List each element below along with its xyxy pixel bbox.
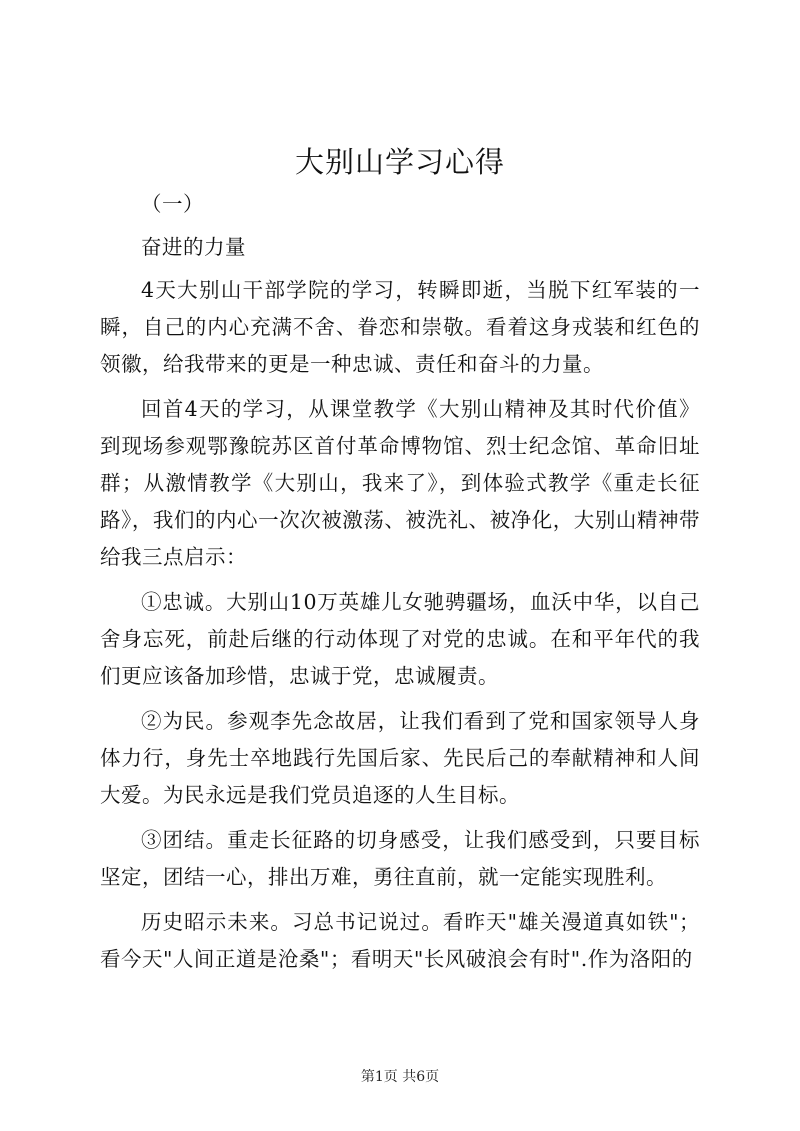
page-footer: 第1页 共6页 — [360, 1069, 440, 1085]
page-title: 大别山学习心得 — [294, 145, 505, 179]
paragraph: ②为民。参观李先念故居，让我们看到了党和国家领导人身体力行，身先士卒地践行先国后家、先民后己的奉献精神和人间大爱。为民永远是我们党员追逐的人生目标。 — [100, 709, 700, 807]
paragraph: 回首4天的学习，从课堂教学《大别山精神及其时代价值》到现场参观鄂豫皖苏区首付革命博物馆、烈士纪念馆、革命旧址群；从激情教学《大别山，我来了》，到体验式教学《重走长征路》，我们的内心一次次被激荡、被洗礼、被净化，大别山精神带给我三点启示： — [100, 397, 700, 569]
section-heading: 奋进的力量 — [141, 235, 246, 259]
paragraph: ③团结。重走长征路的切身感受，让我们感受到，只要目标坚定，团结一心，排出万难，勇往直前，就一定能实现胜利。 — [100, 828, 700, 889]
paragraph: 4天大别山干部学院的学习，转瞬即逝，当脱下红军装的一瞬，自己的内心充满不舍、眷恋和崇敬。看着这身戎装和红色的领徽，给我带来的更是一种忠诚、责任和奋斗的力量。 — [100, 278, 700, 376]
section-number: （一） — [141, 192, 204, 216]
paragraph: 历史昭示未来。习总书记说过。看昨天"雄关漫道真如铁"；看今天"人间正道是沧桑"；看明天"长风破浪会有时".作为洛阳的 — [100, 910, 700, 971]
document-body — [100, 186, 700, 986]
paragraph: ①忠诚。大别山10万英雄儿女驰骋疆场，血沃中华，以自己舍身忘死，前赴后继的行动体现了对党的忠诚。在和平年代的我们更应该备加珍惜，忠诚于党，忠诚履责。 — [100, 590, 700, 688]
